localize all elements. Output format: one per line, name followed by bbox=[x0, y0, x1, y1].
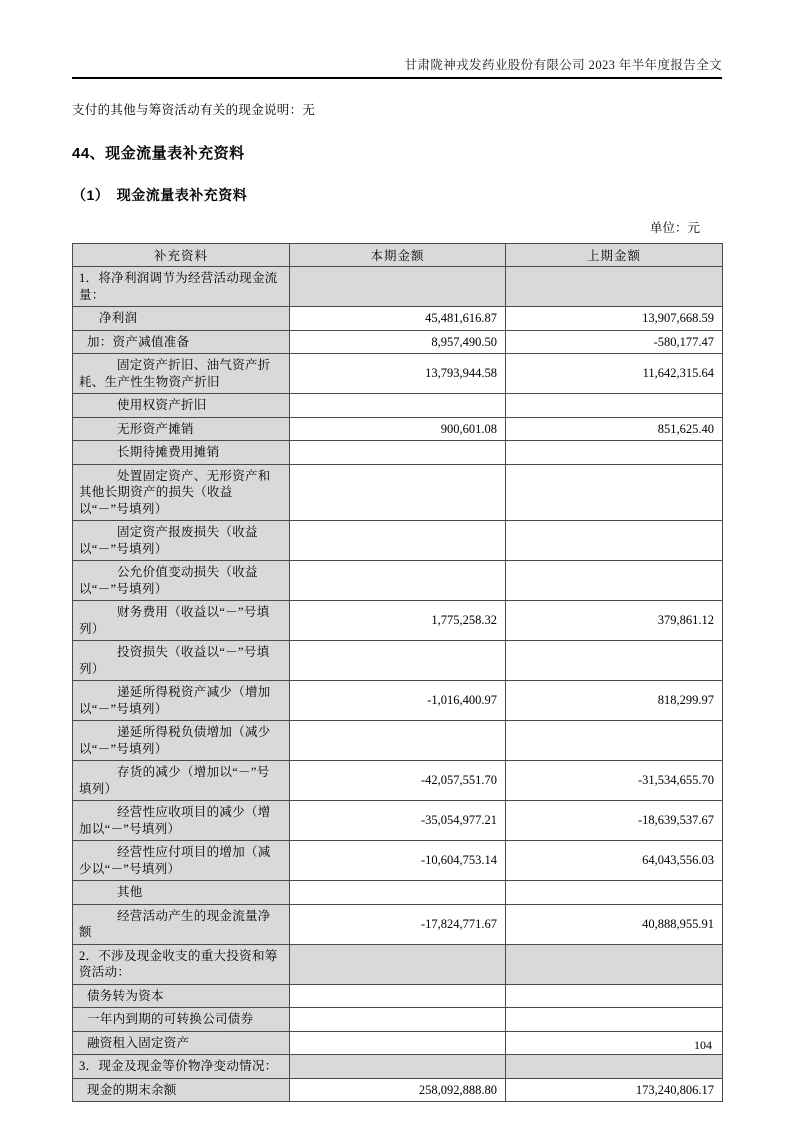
row-label: 其他 bbox=[73, 881, 290, 905]
current-amount-cell: -17,824,771.67 bbox=[290, 904, 506, 944]
prior-amount-cell bbox=[506, 721, 723, 761]
row-label: 固定资产折旧、油气资产折耗、生产性生物资产折旧 bbox=[73, 354, 290, 394]
row-label: 经营活动产生的现金流量净额 bbox=[73, 904, 290, 944]
prior-amount-cell bbox=[506, 641, 723, 681]
current-amount-cell: -1,016,400.97 bbox=[290, 681, 506, 721]
table-header-row bbox=[73, 244, 723, 267]
report-header-title: 甘肃陇神戎发药业股份有限公司 2023 年半年度报告全文 bbox=[72, 55, 722, 79]
row-label: 投资损失（收益以“－”号填列） bbox=[73, 641, 290, 681]
table-row bbox=[73, 841, 723, 881]
prior-amount-cell: -18,639,537.67 bbox=[506, 801, 723, 841]
row-label: 存货的减少（增加以“－”号填列） bbox=[73, 761, 290, 801]
prior-amount-cell: 11,642,315.64 bbox=[506, 354, 723, 394]
row-label: 处置固定资产、无形资产和其他长期资产的损失（收益以“－”号填列） bbox=[73, 464, 290, 521]
table-row bbox=[73, 1055, 723, 1079]
table-row bbox=[73, 761, 723, 801]
current-amount-cell bbox=[290, 521, 506, 561]
prior-amount-cell bbox=[506, 521, 723, 561]
prior-amount-cell: -580,177.47 bbox=[506, 330, 723, 354]
current-amount-cell bbox=[290, 944, 506, 984]
current-amount-cell: 8,957,490.50 bbox=[290, 330, 506, 354]
current-amount-cell bbox=[290, 881, 506, 905]
row-label: 经营性应付项目的增加（减少以“－”号填列） bbox=[73, 841, 290, 881]
table-row bbox=[73, 1078, 723, 1102]
current-amount-cell bbox=[290, 641, 506, 681]
row-label: 3．现金及现金等价物净变动情况： bbox=[73, 1055, 290, 1079]
current-amount-cell bbox=[290, 1055, 506, 1079]
table-row bbox=[73, 394, 723, 418]
current-amount-cell bbox=[290, 561, 506, 601]
column-header-prior-amount: 上期金额 bbox=[506, 244, 723, 267]
table-row bbox=[73, 464, 723, 521]
table-row bbox=[73, 561, 723, 601]
current-amount-cell bbox=[290, 721, 506, 761]
table-row bbox=[73, 521, 723, 561]
current-amount-cell: -10,604,753.14 bbox=[290, 841, 506, 881]
prior-amount-cell bbox=[506, 464, 723, 521]
table-row bbox=[73, 641, 723, 681]
table-row bbox=[73, 307, 723, 331]
table-row bbox=[73, 801, 723, 841]
current-amount-cell bbox=[290, 1008, 506, 1032]
prior-amount-cell bbox=[506, 881, 723, 905]
prior-amount-cell: -31,534,655.70 bbox=[506, 761, 723, 801]
table-row bbox=[73, 441, 723, 465]
prior-amount-cell bbox=[506, 394, 723, 418]
row-label: 长期待摊费用摊销 bbox=[73, 441, 290, 465]
table-row bbox=[73, 881, 723, 905]
row-label: 净利润 bbox=[73, 307, 290, 331]
row-label: 融资租入固定资产 bbox=[73, 1031, 290, 1055]
prior-amount-cell bbox=[506, 944, 723, 984]
unit-label: 单位：元 bbox=[649, 221, 700, 235]
prior-amount-cell: 173,240,806.17 bbox=[506, 1078, 723, 1102]
row-label: 现金的期末余额 bbox=[73, 1078, 290, 1102]
table-row bbox=[73, 330, 723, 354]
table-row bbox=[73, 681, 723, 721]
table-row bbox=[73, 417, 723, 441]
current-amount-cell: -42,057,551.70 bbox=[290, 761, 506, 801]
column-header-supplement: 补充资料 bbox=[73, 244, 290, 267]
row-label: 债务转为资本 bbox=[73, 984, 290, 1008]
row-label: 使用权资产折旧 bbox=[73, 394, 290, 418]
prior-amount-cell: 64,043,556.03 bbox=[506, 841, 723, 881]
row-label: 加：资产减值准备 bbox=[73, 330, 290, 354]
current-amount-cell bbox=[290, 441, 506, 465]
prior-amount-cell: 40,888,955.91 bbox=[506, 904, 723, 944]
page-number: 104 bbox=[694, 1038, 712, 1052]
row-label: 无形资产摊销 bbox=[73, 417, 290, 441]
current-amount-cell bbox=[290, 984, 506, 1008]
current-amount-cell bbox=[290, 267, 506, 307]
prior-amount-cell bbox=[506, 1008, 723, 1032]
prior-amount-cell bbox=[506, 561, 723, 601]
prior-amount-cell bbox=[506, 267, 723, 307]
intro-text: 支付的其他与筹资活动有关的现金说明：无 bbox=[72, 103, 316, 117]
row-label: 财务费用（收益以“－”号填列） bbox=[73, 601, 290, 641]
table-row bbox=[73, 721, 723, 761]
section-heading: 44、现金流量表补充资料 bbox=[72, 145, 245, 162]
prior-amount-cell: 851,625.40 bbox=[506, 417, 723, 441]
current-amount-cell: 258,092,888.80 bbox=[290, 1078, 506, 1102]
row-label: 公允价值变动损失（收益以“－”号填列） bbox=[73, 561, 290, 601]
row-label: 1．将净利润调节为经营活动现金流量： bbox=[73, 267, 290, 307]
table-row bbox=[73, 904, 723, 944]
row-label: 经营性应收项目的减少（增加以“－”号填列） bbox=[73, 801, 290, 841]
table-row bbox=[73, 267, 723, 307]
table-row bbox=[73, 354, 723, 394]
row-label: 2．不涉及现金收支的重大投资和筹资活动： bbox=[73, 944, 290, 984]
prior-amount-cell bbox=[506, 1055, 723, 1079]
current-amount-cell: 1,775,258.32 bbox=[290, 601, 506, 641]
supplementary-cash-flow-table bbox=[72, 243, 723, 1102]
current-amount-cell: 900,601.08 bbox=[290, 417, 506, 441]
prior-amount-cell: 379,861.12 bbox=[506, 601, 723, 641]
table-row bbox=[73, 601, 723, 641]
current-amount-cell bbox=[290, 464, 506, 521]
subsection-heading: （1） 现金流量表补充资料 bbox=[72, 187, 248, 203]
prior-amount-cell: 13,907,668.59 bbox=[506, 307, 723, 331]
row-label: 固定资产报废损失（收益以“－”号填列） bbox=[73, 521, 290, 561]
current-amount-cell: -35,054,977.21 bbox=[290, 801, 506, 841]
prior-amount-cell: 818,299.97 bbox=[506, 681, 723, 721]
prior-amount-cell bbox=[506, 441, 723, 465]
current-amount-cell: 45,481,616.87 bbox=[290, 307, 506, 331]
row-label: 递延所得税资产减少（增加以“－”号填列） bbox=[73, 681, 290, 721]
current-amount-cell: 13,793,944.58 bbox=[290, 354, 506, 394]
row-label: 一年内到期的可转换公司债券 bbox=[73, 1008, 290, 1032]
column-header-current-amount: 本期金额 bbox=[290, 244, 506, 267]
prior-amount-cell bbox=[506, 984, 723, 1008]
row-label: 递延所得税负债增加（减少以“－”号填列） bbox=[73, 721, 290, 761]
table-row bbox=[73, 1008, 723, 1032]
table-row bbox=[73, 944, 723, 984]
current-amount-cell bbox=[290, 394, 506, 418]
table-row bbox=[73, 984, 723, 1008]
